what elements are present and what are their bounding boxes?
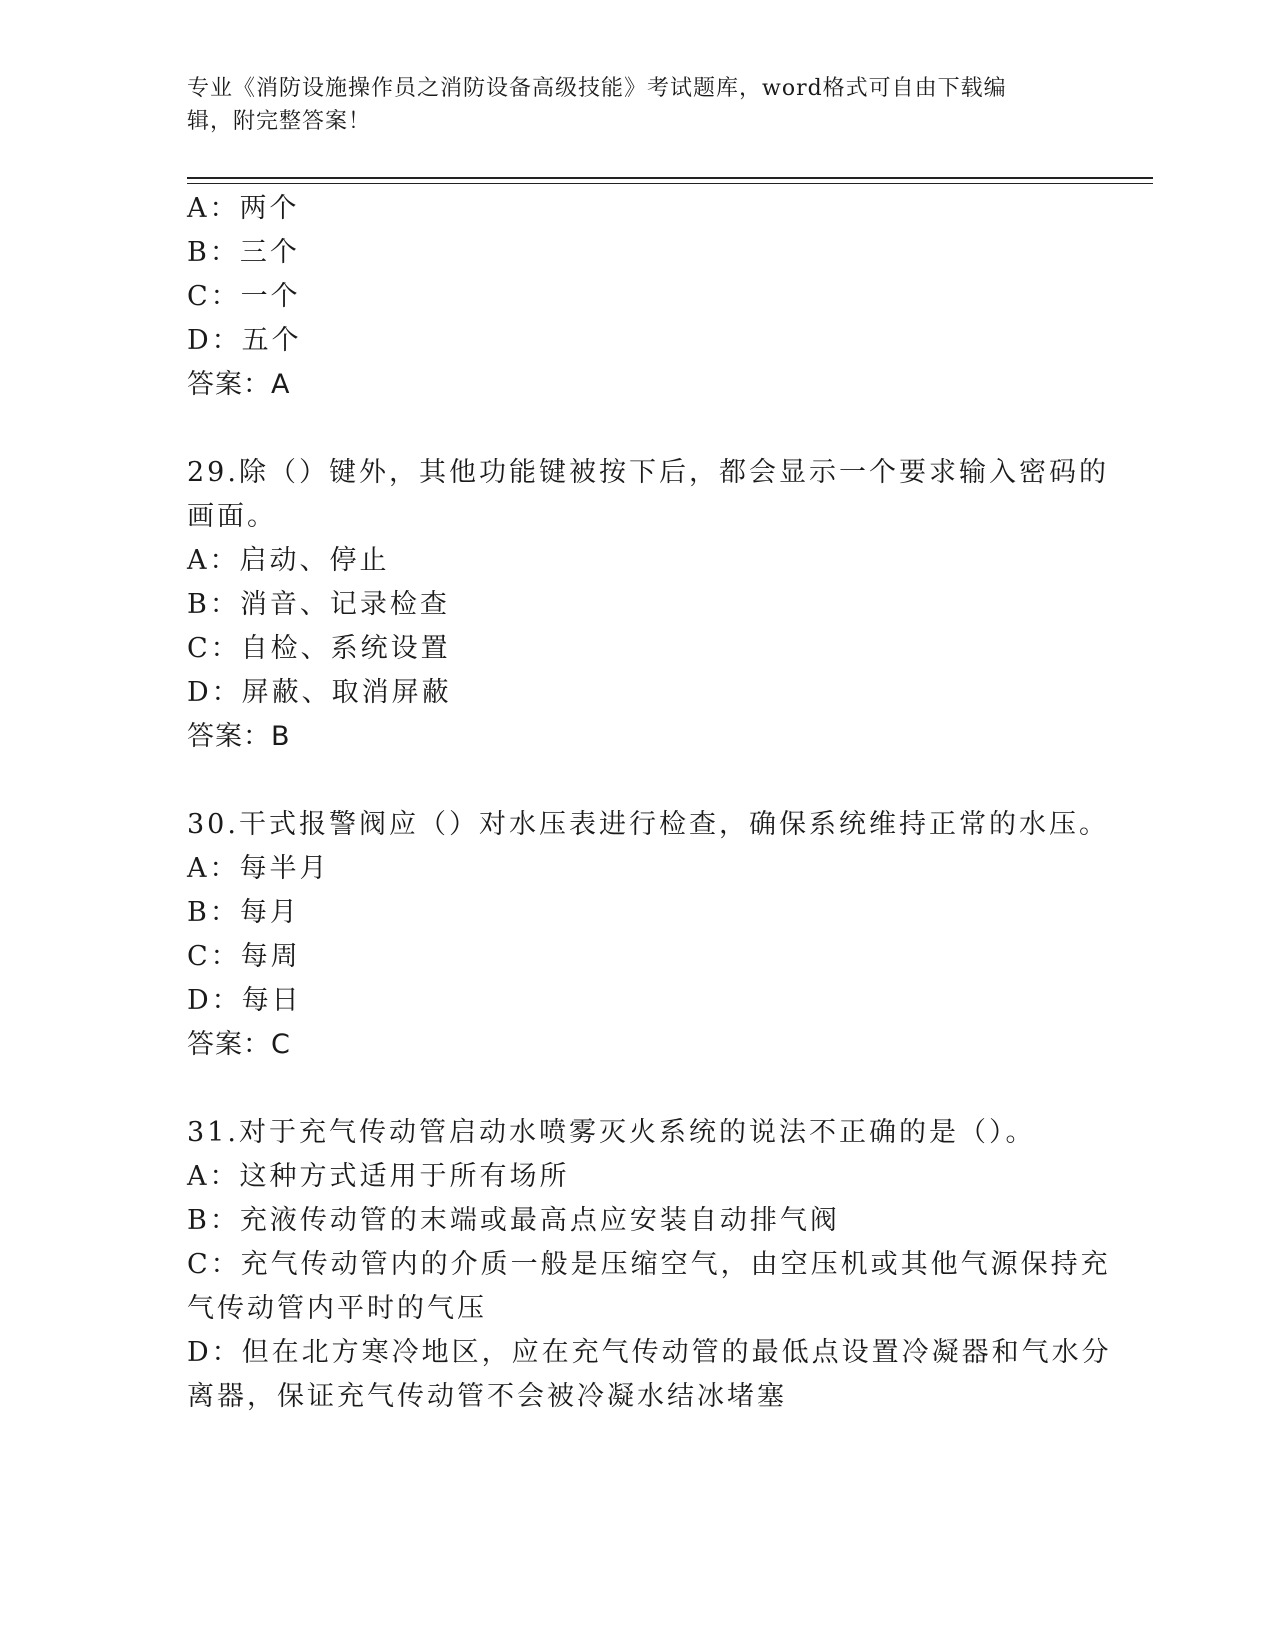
q30-option-c: C：每周 (187, 941, 301, 972)
q30-stem-line-1: 30.干式报警阀应（）对水压表进行检查，确保系统维持正常的水压。 (187, 809, 1109, 840)
q29-option-d: D：屏蔽、取消屏蔽 (187, 677, 452, 708)
q28-option-c: C：一个 (187, 281, 301, 312)
q30-option-d: D：每日 (187, 985, 302, 1016)
document-header (187, 72, 1087, 138)
q31-option-d-cont: 离器，保证充气传动管不会被冷凝水结冰堵塞 (187, 1381, 787, 1412)
q30-option-b: B：每月 (187, 897, 300, 928)
q28-option-b: B：三个 (187, 237, 300, 268)
q28-option-d: D：五个 (187, 325, 302, 356)
q28-option-a: A：两个 (187, 193, 300, 224)
header-line-1: 专业《消防设施操作员之消防设备高级技能》考试题库，word格式可自由下载编 (187, 76, 1007, 101)
q30-option-a: A：每半月 (187, 853, 330, 884)
header-line-2: 辑，附完整答案！ (187, 109, 372, 134)
q29-stem-line-2: 画面。 (187, 501, 277, 532)
q31-option-d: D：但在北方寒冷地区，应在充气传动管的最低点设置冷凝器和气水分 (187, 1337, 1112, 1368)
header-rule-thin (187, 183, 1153, 184)
q30-answer: 答案：C (187, 1029, 291, 1060)
q29-option-a: A：启动、停止 (187, 545, 390, 576)
q31-option-b: B：充液传动管的末端或最高点应安装自动排气阀 (187, 1205, 840, 1236)
q29-option-b: B：消音、记录检查 (187, 589, 450, 620)
q29-stem-line-1: 29.除（）键外，其他功能键被按下后，都会显示一个要求输入密码的 (187, 457, 1109, 488)
header-rule-thick (187, 177, 1153, 179)
q31-option-c-cont: 气传动管内平时的气压 (187, 1293, 487, 1324)
q28-answer: 答案：A (187, 369, 291, 400)
q29-option-c: C：自检、系统设置 (187, 633, 451, 664)
q31-stem-line-1: 31.对于充气传动管启动水喷雾灭火系统的说法不正确的是（）。 (187, 1117, 1036, 1148)
q31-option-a: A：这种方式适用于所有场所 (187, 1161, 570, 1192)
q31-option-c: C：充气传动管内的介质一般是压缩空气，由空压机或其他气源保持充 (187, 1249, 1111, 1280)
q29-answer: 答案：B (187, 721, 291, 752)
